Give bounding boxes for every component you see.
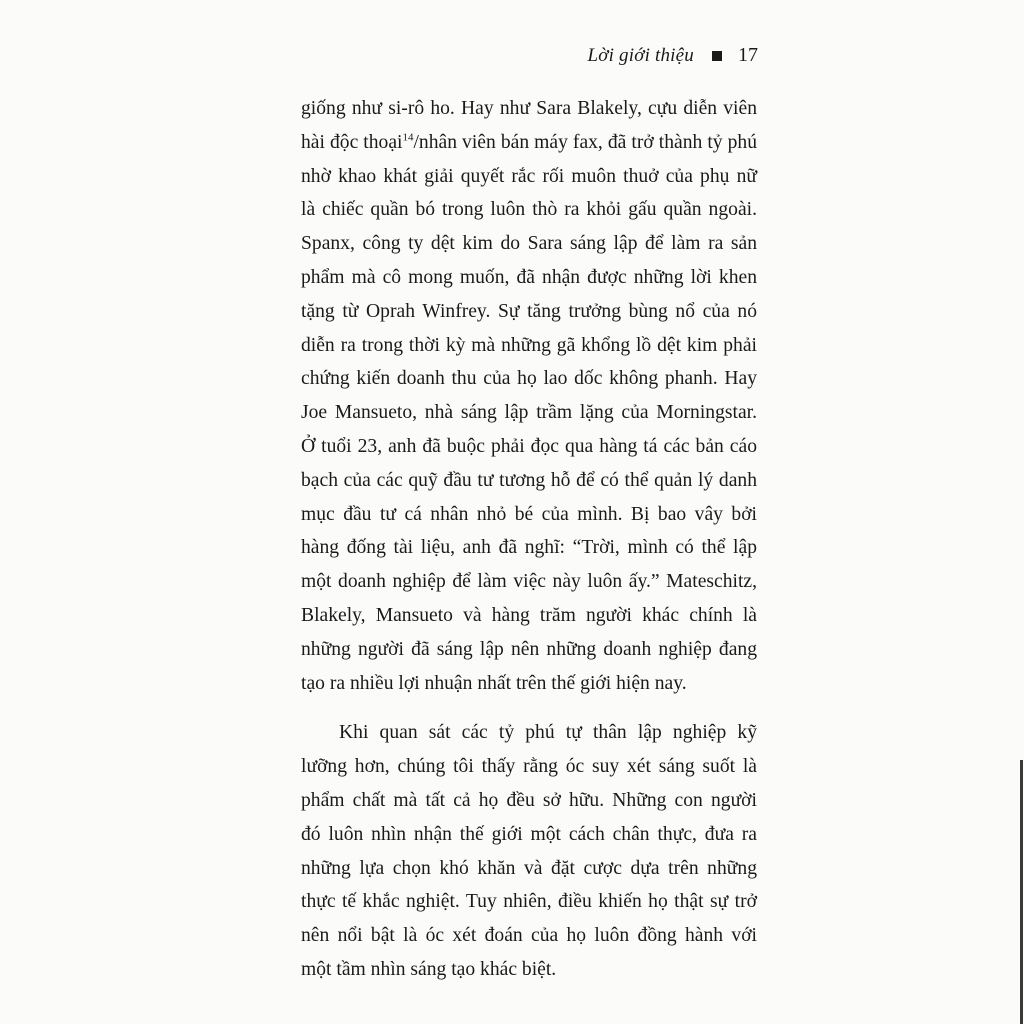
text-line: bạch của các quỹ đầu tư tương hỗ để có thể quản lý danh bbox=[301, 469, 757, 491]
text-line: diễn ra trong thời kỳ mà những gã khổng lồ dệt kim phải bbox=[301, 334, 757, 356]
text-line: đó luôn nhìn nhận thế giới một cách chân thực, đưa ra bbox=[301, 823, 757, 845]
page-number: 17 bbox=[738, 44, 758, 66]
paragraph-gap bbox=[301, 700, 757, 716]
text-line bbox=[301, 126, 757, 160]
page-edge-divider bbox=[1020, 760, 1023, 1024]
separator-square-icon bbox=[712, 51, 722, 61]
text-line: lưỡng hơn, chúng tôi thấy rằng óc suy xét sáng suốt là bbox=[301, 756, 757, 778]
text-line: một tầm nhìn sáng tạo khác biệt. bbox=[301, 958, 557, 980]
text-line: tặng từ Oprah Winfrey. Sự tăng trưởng bùng nổ của nó bbox=[301, 300, 757, 322]
text-line: Ở tuổi 23, anh đã buộc phải đọc qua hàng tá các bản cáo bbox=[301, 435, 757, 457]
text-line: là chiếc quần bó trong luôn thò ra khỏi gấu quần ngoài. bbox=[301, 199, 757, 221]
text-fragment: /nhân viên bán máy fax, đã trở thành tỷ phú bbox=[413, 131, 758, 153]
text-line: Blakely, Mansueto và hàng trăm người khác chính là bbox=[301, 604, 757, 626]
text-line: hàng đống tài liệu, anh đã nghĩ: “Trời, mình có thể lập bbox=[301, 537, 757, 559]
text-line: nhờ khao khát giải quyết rắc rối muôn thuở của phụ nữ bbox=[301, 165, 757, 187]
text-fragment: hài độc thoại bbox=[301, 131, 403, 153]
text-line: những lựa chọn khó khăn và đặt cược dựa trên những bbox=[301, 857, 757, 879]
text-line: tạo ra nhiều lợi nhuận nhất trên thế giới hiện nay. bbox=[301, 672, 687, 694]
text-line: phẩm chất mà tất cả họ đều sở hữu. Những con người bbox=[301, 789, 757, 811]
text-line: thực tế khắc nghiệt. Tuy nhiên, điều khiến họ thật sự trở bbox=[301, 891, 757, 913]
text-line: Joe Mansueto, nhà sáng lập trầm lặng của Morningstar. bbox=[301, 402, 757, 424]
text-line: những người đã sáng lập nên những doanh nghiệp đang bbox=[301, 638, 757, 660]
text-line: nên nổi bật là óc xét đoán của họ luôn đồng hành với bbox=[301, 925, 757, 947]
chapter-title: Lời giới thiệu bbox=[587, 44, 694, 66]
page-body bbox=[301, 92, 757, 987]
text-line: phẩm mà cô mong muốn, đã nhận được những lời khen bbox=[301, 266, 757, 288]
text-line: Khi quan sát các tỷ phú tự thân lập nghiệp kỹ bbox=[339, 722, 757, 744]
text-line: chứng kiến doanh thu của họ lao dốc không phanh. Hay bbox=[301, 368, 757, 390]
text-line: Spanx, công ty dệt kim do Sara sáng lập để làm ra sản bbox=[301, 233, 757, 255]
text-line: một doanh nghiệp để làm việc này luôn ấy.” Mateschitz, bbox=[301, 571, 757, 593]
footnote-reference: 14 bbox=[402, 131, 414, 144]
running-header bbox=[588, 44, 758, 67]
text-line: giống như si-rô ho. Hay như Sara Blakely, cựu diễn viên bbox=[301, 98, 757, 119]
text-line: mục đầu tư cá nhân nhỏ bé của mình. Bị bao vây bởi bbox=[301, 503, 757, 525]
